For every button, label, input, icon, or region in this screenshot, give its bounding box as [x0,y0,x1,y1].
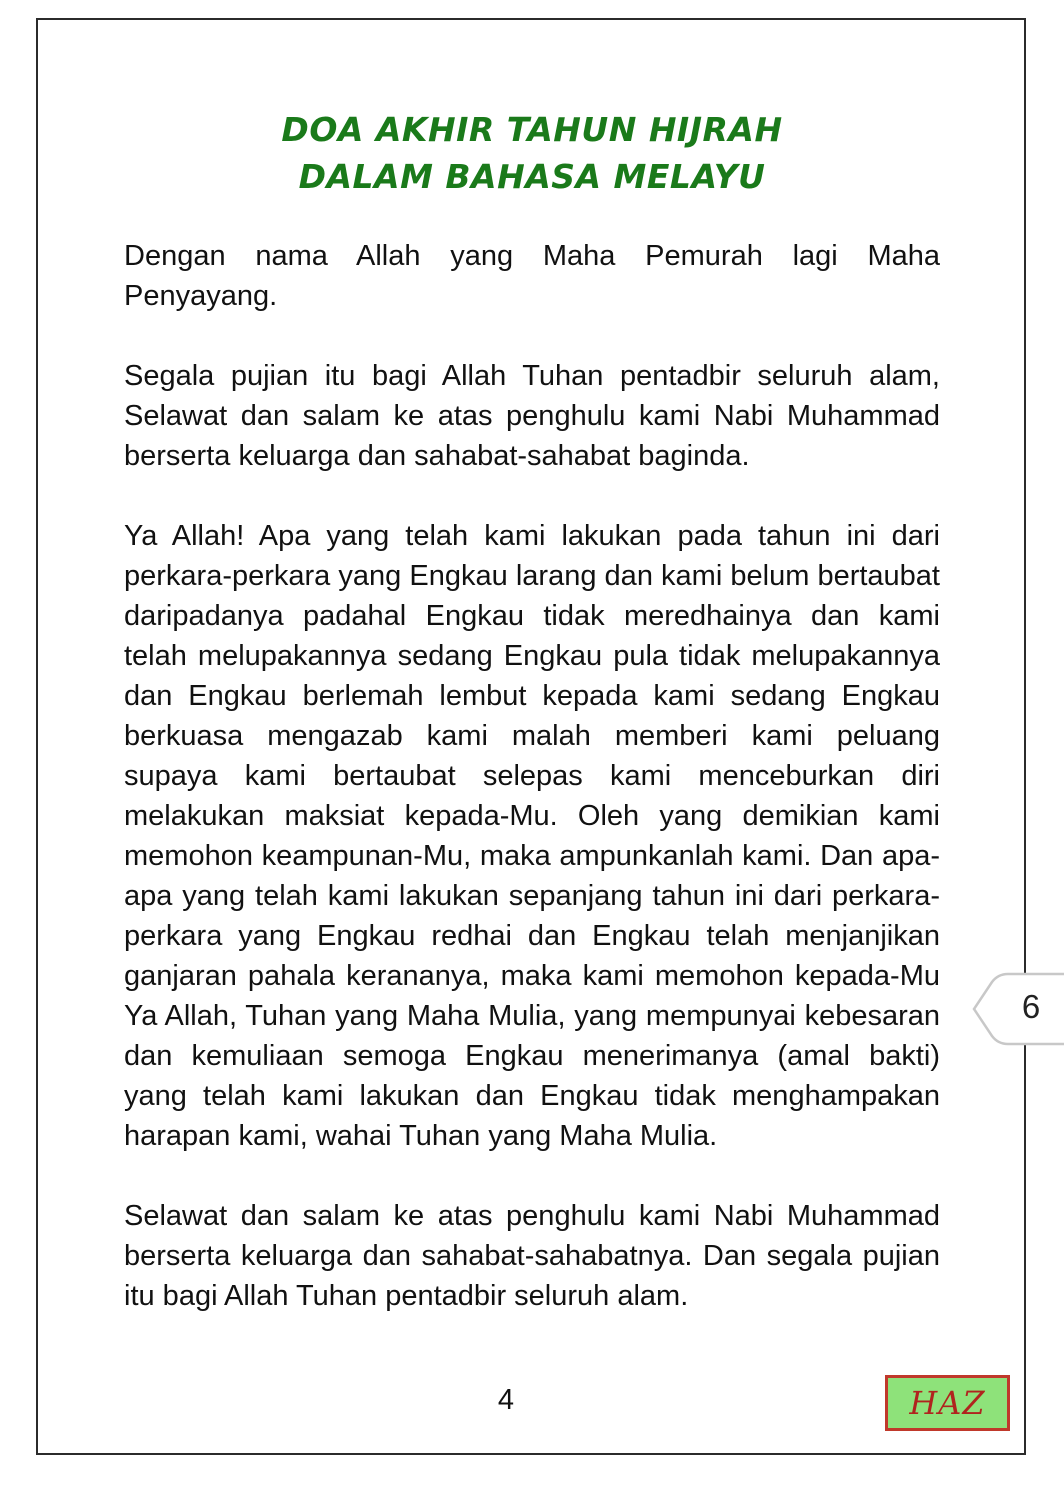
side-page-tab[interactable] [970,970,1064,1048]
paragraph-opening: Dengan nama Allah yang Maha Pemurah lagi Maha Penyayang. [124,240,940,312]
haz-logo-badge: HAZ [885,1375,1010,1431]
page-title [0,106,1064,200]
paragraph-praise: Segala pujian itu bagi Allah Tuhan pentadbir seluruh alam, Selawat dan salam ke atas penghulu kami Nabi Muhammad berserta keluarga dan sahabat-sahabat baginda. [124,360,940,472]
paragraph-supplication: Ya Allah! Apa yang telah kami lakukan pada tahun ini dari perkara-perkara yang Engkau larang dan kami belum bertaubat daripadanya padahal Engkau tidak meredhainya dan kami telah melupakannya sedang Engkau pula tidak melupakannya dan Engkau berlemah lembut kepada kami sedang Engkau berkuasa mengazab kami malah memberi kami peluang supaya kami bertaubat selepas kami menceburkan diri melakukan maksiat kepada-Mu. Oleh yang demikian kami memohon keampunan-Mu, maka ampunkanlah kami. Dan apa-apa yang telah kami lakukan sepanjang tahun ini dari perkara-perkara yang Engkau redhai dan Engkau telah menjanjikan ganjaran pahala kerananya, maka kami memohon kepada-Mu Ya Allah, Tuhan yang Maha Mulia, yang mempunyai kebesaran dan kemuliaan semoga Engkau menerimanya (amal bakti) yang telah kami lakukan dan Engkau tidak menghampakan harapan kami, wahai Tuhan yang Maha Mulia. [124,520,940,1152]
title-line-1: DOA AKHIR TAHUN HIJRAH [281,110,783,149]
prayer-body [124,236,940,1356]
title-line-2: DALAM BAHASA MELAYU [298,157,766,196]
page-number: 4 [497,1384,515,1416]
side-tab-number: 6 [1021,988,1041,1025]
paragraph-closing: Selawat dan salam ke atas penghulu kami Nabi Muhammad berserta keluarga dan sahabat-sahabatnya. Dan segala pujian itu bagi Allah Tuhan pentadbir seluruh alam. [124,1200,940,1312]
